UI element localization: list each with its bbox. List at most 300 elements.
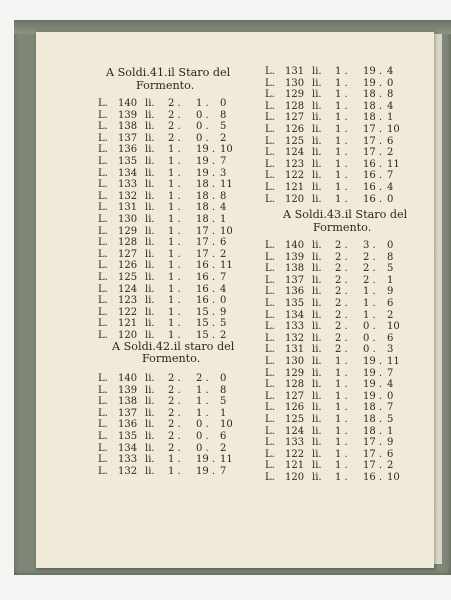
row-denari: 0 (387, 77, 394, 89)
row-prefix: L. (265, 135, 275, 147)
row-prefix: L. (265, 147, 275, 159)
row-price: 121 (285, 182, 305, 193)
row-denari: 3 (220, 167, 227, 179)
row-denari: 10 (387, 124, 400, 135)
row-prefix: L. (265, 158, 275, 170)
row-prefix: L. (98, 167, 108, 179)
row-prefix: L. (98, 283, 108, 295)
row-price: 135 (118, 431, 138, 442)
row-denari: 1 (387, 425, 394, 437)
row-denari: 9 (387, 437, 394, 449)
row-unit: li. (312, 425, 322, 437)
row-lire: 1 . (168, 454, 181, 466)
row-prefix: L. (265, 100, 275, 112)
row-prefix: L. (265, 390, 275, 402)
row-lire: 2 . (168, 442, 181, 454)
row-prefix: L. (98, 132, 108, 144)
row-lire: 1 . (168, 202, 181, 214)
row-prefix: L. (265, 89, 275, 101)
row-price: 131 (285, 66, 305, 77)
row-prefix: L. (98, 295, 108, 307)
row-denari: 7 (387, 367, 394, 379)
row-unit: li. (312, 112, 322, 124)
row-unit: li. (312, 182, 322, 193)
row-lire: 1 . (335, 367, 348, 379)
row-price: 127 (285, 112, 305, 124)
row-denari: 11 (387, 158, 400, 170)
row-lire: 1 . (168, 156, 181, 167)
row-prefix: L. (265, 367, 275, 379)
row-denari: 6 (387, 298, 394, 309)
row-prefix: L. (98, 248, 108, 260)
row-prefix: L. (265, 448, 275, 460)
row-denari: 6 (220, 237, 227, 249)
row-denari: 4 (387, 66, 394, 77)
row-denari: 8 (387, 89, 394, 101)
row-denari: 6 (220, 431, 227, 442)
row-lire: 1 . (335, 472, 348, 483)
row-prefix: L. (98, 465, 108, 477)
row-price: 136 (118, 144, 138, 156)
row-unit: li. (312, 402, 322, 414)
row-price: 137 (118, 407, 138, 419)
row-price: 136 (118, 419, 138, 431)
row-soldi: 17 . (196, 248, 216, 260)
row-denari: 8 (220, 190, 227, 202)
row-unit: li. (145, 454, 155, 466)
row-lire: 2 . (168, 109, 181, 121)
row-prefix: L. (98, 431, 108, 442)
section-heading-line2: Formento. (313, 221, 372, 234)
row-prefix: L. (265, 402, 275, 414)
row-denari: 4 (387, 182, 394, 193)
row-price: 138 (118, 121, 138, 133)
row-soldi: 0 . (196, 121, 209, 133)
row-price: 137 (285, 274, 305, 286)
row-unit: li. (312, 344, 322, 356)
row-prefix: L. (98, 98, 108, 109)
row-lire: 2 . (168, 384, 181, 396)
row-lire: 1 . (335, 147, 348, 159)
row-soldi: 19 . (363, 379, 383, 391)
row-unit: li. (145, 442, 155, 454)
row-soldi: 18 . (196, 202, 216, 214)
row-soldi: 16 . (363, 182, 383, 193)
row-denari: 4 (387, 379, 394, 391)
row-price: 121 (285, 460, 305, 472)
row-price: 131 (285, 344, 305, 356)
row-soldi: 19 . (363, 77, 383, 89)
row-lire: 2 . (168, 431, 181, 442)
row-prefix: L. (265, 182, 275, 193)
row-soldi: 17 . (196, 237, 216, 249)
row-price: 125 (285, 135, 305, 147)
row-soldi: 19 . (363, 66, 383, 77)
row-prefix: L. (98, 373, 108, 384)
row-lire: 2 . (335, 344, 348, 356)
row-soldi: 0 . (196, 109, 209, 121)
row-denari: 4 (220, 283, 227, 295)
row-price: 129 (285, 367, 305, 379)
row-soldi: 0 . (363, 321, 376, 333)
row-lire: 1 . (168, 225, 181, 237)
row-denari: 0 (220, 98, 227, 109)
row-prefix: L. (98, 384, 108, 396)
row-prefix: L. (265, 309, 275, 321)
row-unit: li. (145, 272, 155, 283)
section-heading: A Soldi.42.il staro del (112, 340, 235, 353)
row-price: 132 (118, 190, 138, 202)
row-unit: li. (312, 77, 322, 89)
row-unit: li. (145, 373, 155, 384)
row-lire: 1 . (168, 144, 181, 156)
row-soldi: 16 . (363, 472, 383, 483)
row-lire: 1 . (168, 306, 181, 318)
row-denari: 0 (387, 240, 394, 251)
row-unit: li. (312, 251, 322, 263)
row-prefix: L. (265, 437, 275, 449)
row-unit: li. (312, 240, 322, 251)
row-prefix: L. (98, 121, 108, 133)
row-unit: li. (145, 109, 155, 121)
row-soldi: 18 . (363, 402, 383, 414)
row-unit: li. (145, 98, 155, 109)
row-denari: 1 (220, 214, 227, 225)
row-unit: li. (312, 448, 322, 460)
row-denari: 10 (220, 144, 233, 156)
row-lire: 1 . (335, 437, 348, 449)
row-soldi: 15 . (196, 318, 216, 330)
row-denari: 2 (220, 132, 227, 144)
row-lire: 1 . (335, 414, 348, 425)
row-soldi: 0 . (196, 431, 209, 442)
row-price: 126 (118, 260, 138, 272)
row-denari: 0 (387, 193, 394, 205)
row-unit: li. (145, 179, 155, 191)
row-soldi: 0 . (196, 442, 209, 454)
row-price: 134 (285, 309, 305, 321)
row-lire: 1 . (168, 330, 181, 341)
row-soldi: 19 . (196, 156, 216, 167)
row-lire: 1 . (335, 379, 348, 391)
row-lire: 1 . (335, 425, 348, 437)
row-prefix: L. (265, 263, 275, 275)
row-soldi: 16 . (196, 260, 216, 272)
row-lire: 1 . (335, 460, 348, 472)
row-prefix: L. (98, 260, 108, 272)
row-soldi: 16 . (196, 272, 216, 283)
row-denari: 8 (387, 251, 394, 263)
row-denari: 11 (220, 454, 233, 466)
row-soldi: 0 . (363, 344, 376, 356)
row-prefix: L. (98, 202, 108, 214)
row-soldi: 2 . (363, 274, 376, 286)
row-denari: 1 (220, 407, 227, 419)
row-soldi: 2 . (363, 251, 376, 263)
row-lire: 1 . (335, 100, 348, 112)
row-price: 133 (285, 437, 305, 449)
row-lire: 1 . (335, 170, 348, 182)
row-lire: 1 . (168, 465, 181, 477)
row-price: 120 (285, 193, 305, 205)
row-soldi: 17 . (363, 437, 383, 449)
row-lire: 1 . (335, 448, 348, 460)
row-soldi: 1 . (363, 286, 376, 298)
row-unit: li. (312, 263, 322, 275)
row-unit: li. (312, 66, 322, 77)
row-prefix: L. (98, 306, 108, 318)
row-unit: li. (145, 167, 155, 179)
row-lire: 2 . (335, 309, 348, 321)
row-prefix: L. (98, 419, 108, 431)
row-unit: li. (312, 367, 322, 379)
row-soldi: 19 . (363, 367, 383, 379)
row-prefix: L. (265, 298, 275, 309)
row-price: 128 (118, 237, 138, 249)
row-unit: li. (145, 330, 155, 341)
row-denari: 5 (220, 318, 227, 330)
row-soldi: 19 . (196, 465, 216, 477)
row-lire: 2 . (335, 240, 348, 251)
row-denari: 2 (387, 147, 394, 159)
row-price: 128 (285, 100, 305, 112)
row-prefix: L. (265, 240, 275, 251)
row-denari: 0 (220, 373, 227, 384)
row-denari: 5 (220, 396, 227, 408)
row-unit: li. (145, 190, 155, 202)
row-prefix: L. (265, 414, 275, 425)
row-soldi: 18 . (196, 179, 216, 191)
row-soldi: 18 . (363, 112, 383, 124)
row-denari: 11 (220, 260, 233, 272)
row-soldi: 19 . (363, 390, 383, 402)
row-denari: 5 (220, 121, 227, 133)
row-price: 127 (285, 390, 305, 402)
row-unit: li. (145, 431, 155, 442)
row-soldi: 1 . (363, 309, 376, 321)
row-soldi: 15 . (196, 306, 216, 318)
row-unit: li. (312, 390, 322, 402)
row-lire: 1 . (168, 318, 181, 330)
row-unit: li. (312, 274, 322, 286)
row-lire: 1 . (168, 272, 181, 283)
row-soldi: 0 . (196, 132, 209, 144)
row-unit: li. (312, 135, 322, 147)
row-denari: 7 (220, 465, 227, 477)
row-soldi: 16 . (363, 170, 383, 182)
row-denari: 3 (387, 344, 394, 356)
row-price: 126 (285, 402, 305, 414)
row-price: 122 (285, 448, 305, 460)
row-unit: li. (312, 147, 322, 159)
row-lire: 1 . (335, 112, 348, 124)
row-price: 135 (285, 298, 305, 309)
row-soldi: 17 . (196, 225, 216, 237)
row-unit: li. (312, 286, 322, 298)
row-prefix: L. (265, 274, 275, 286)
row-unit: li. (145, 306, 155, 318)
row-price: 140 (285, 240, 305, 251)
row-unit: li. (145, 144, 155, 156)
row-prefix: L. (265, 251, 275, 263)
row-denari: 5 (387, 263, 394, 275)
row-price: 139 (118, 384, 138, 396)
row-denari: 11 (387, 356, 400, 367)
row-soldi: 2 . (196, 373, 209, 384)
row-prefix: L. (98, 190, 108, 202)
row-price: 138 (285, 263, 305, 275)
row-unit: li. (312, 158, 322, 170)
row-denari: 10 (387, 472, 400, 483)
row-soldi: 1 . (196, 407, 209, 419)
row-unit: li. (145, 156, 155, 167)
row-price: 123 (285, 158, 305, 170)
row-price: 129 (285, 89, 305, 101)
row-unit: li. (145, 283, 155, 295)
row-denari: 2 (220, 248, 227, 260)
row-soldi: 1 . (196, 98, 209, 109)
row-soldi: 19 . (196, 144, 216, 156)
row-prefix: L. (265, 286, 275, 298)
row-prefix: L. (98, 318, 108, 330)
row-unit: li. (312, 321, 322, 333)
row-denari: 7 (387, 402, 394, 414)
row-prefix: L. (265, 344, 275, 356)
row-lire: 1 . (335, 135, 348, 147)
row-lire: 2 . (168, 98, 181, 109)
row-prefix: L. (265, 460, 275, 472)
row-prefix: L. (98, 156, 108, 167)
row-lire: 2 . (335, 274, 348, 286)
row-soldi: 18 . (196, 214, 216, 225)
row-unit: li. (312, 100, 322, 112)
row-lire: 2 . (168, 419, 181, 431)
row-denari: 4 (387, 100, 394, 112)
row-soldi: 18 . (196, 190, 216, 202)
row-prefix: L. (98, 396, 108, 408)
row-lire: 2 . (168, 407, 181, 419)
row-price: 122 (285, 170, 305, 182)
row-unit: li. (312, 472, 322, 483)
row-soldi: 18 . (363, 425, 383, 437)
row-denari: 10 (220, 225, 233, 237)
row-price: 123 (118, 295, 138, 307)
row-denari: 6 (387, 135, 394, 147)
row-unit: li. (145, 121, 155, 133)
row-prefix: L. (265, 356, 275, 367)
row-denari: 0 (387, 390, 394, 402)
row-unit: li. (145, 225, 155, 237)
row-unit: li. (145, 202, 155, 214)
row-price: 133 (118, 454, 138, 466)
row-price: 134 (118, 442, 138, 454)
row-lire: 1 . (335, 77, 348, 89)
row-soldi: 17 . (363, 135, 383, 147)
row-prefix: L. (98, 225, 108, 237)
row-soldi: 18 . (363, 100, 383, 112)
row-lire: 1 . (168, 237, 181, 249)
row-denari: 7 (220, 272, 227, 283)
row-unit: li. (145, 419, 155, 431)
row-price: 130 (285, 77, 305, 89)
row-unit: li. (145, 295, 155, 307)
book-page (36, 32, 434, 568)
row-lire: 2 . (168, 373, 181, 384)
row-lire: 1 . (335, 390, 348, 402)
row-unit: li. (145, 318, 155, 330)
row-soldi: 19 . (196, 167, 216, 179)
row-denari: 11 (220, 179, 233, 191)
row-prefix: L. (98, 144, 108, 156)
row-lire: 2 . (335, 321, 348, 333)
row-lire: 1 . (168, 260, 181, 272)
row-lire: 2 . (335, 332, 348, 344)
section-heading-line2: Formento. (142, 352, 201, 365)
row-price: 128 (285, 379, 305, 391)
row-unit: li. (145, 214, 155, 225)
row-lire: 1 . (335, 124, 348, 135)
row-unit: li. (145, 248, 155, 260)
row-price: 139 (285, 251, 305, 263)
row-lire: 1 . (335, 193, 348, 205)
row-unit: li. (145, 465, 155, 477)
row-soldi: 3 . (363, 240, 376, 251)
row-denari: 8 (220, 109, 227, 121)
row-soldi: 0 . (196, 419, 209, 431)
row-denari: 10 (220, 419, 233, 431)
row-lire: 1 . (335, 89, 348, 101)
row-soldi: 15 . (196, 330, 216, 341)
row-unit: li. (312, 309, 322, 321)
row-price: 139 (118, 109, 138, 121)
row-soldi: 19 . (196, 454, 216, 466)
row-price: 124 (285, 425, 305, 437)
row-price: 122 (118, 306, 138, 318)
row-lire: 1 . (168, 190, 181, 202)
row-soldi: 1 . (196, 396, 209, 408)
row-prefix: L. (265, 425, 275, 437)
row-price: 130 (285, 356, 305, 367)
row-price: 138 (118, 396, 138, 408)
row-price: 120 (118, 330, 138, 341)
row-unit: li. (312, 298, 322, 309)
row-prefix: L. (265, 472, 275, 483)
row-prefix: L. (98, 214, 108, 225)
row-lire: 1 . (335, 402, 348, 414)
row-prefix: L. (98, 454, 108, 466)
row-unit: li. (312, 193, 322, 205)
row-denari: 6 (387, 448, 394, 460)
row-prefix: L. (265, 77, 275, 89)
row-unit: li. (312, 460, 322, 472)
row-soldi: 1 . (363, 298, 376, 309)
row-unit: li. (145, 384, 155, 396)
row-unit: li. (312, 379, 322, 391)
row-soldi: 16 . (363, 158, 383, 170)
row-denari: 9 (220, 306, 227, 318)
row-denari: 1 (387, 274, 394, 286)
row-soldi: 2 . (363, 263, 376, 275)
row-soldi: 17 . (363, 460, 383, 472)
row-denari: 2 (387, 309, 394, 321)
row-soldi: 17 . (363, 147, 383, 159)
row-lire: 1 . (168, 283, 181, 295)
row-lire: 1 . (168, 248, 181, 260)
row-unit: li. (145, 260, 155, 272)
row-unit: li. (312, 414, 322, 425)
row-unit: li. (145, 407, 155, 419)
section-heading-line2: Formento. (136, 79, 195, 92)
